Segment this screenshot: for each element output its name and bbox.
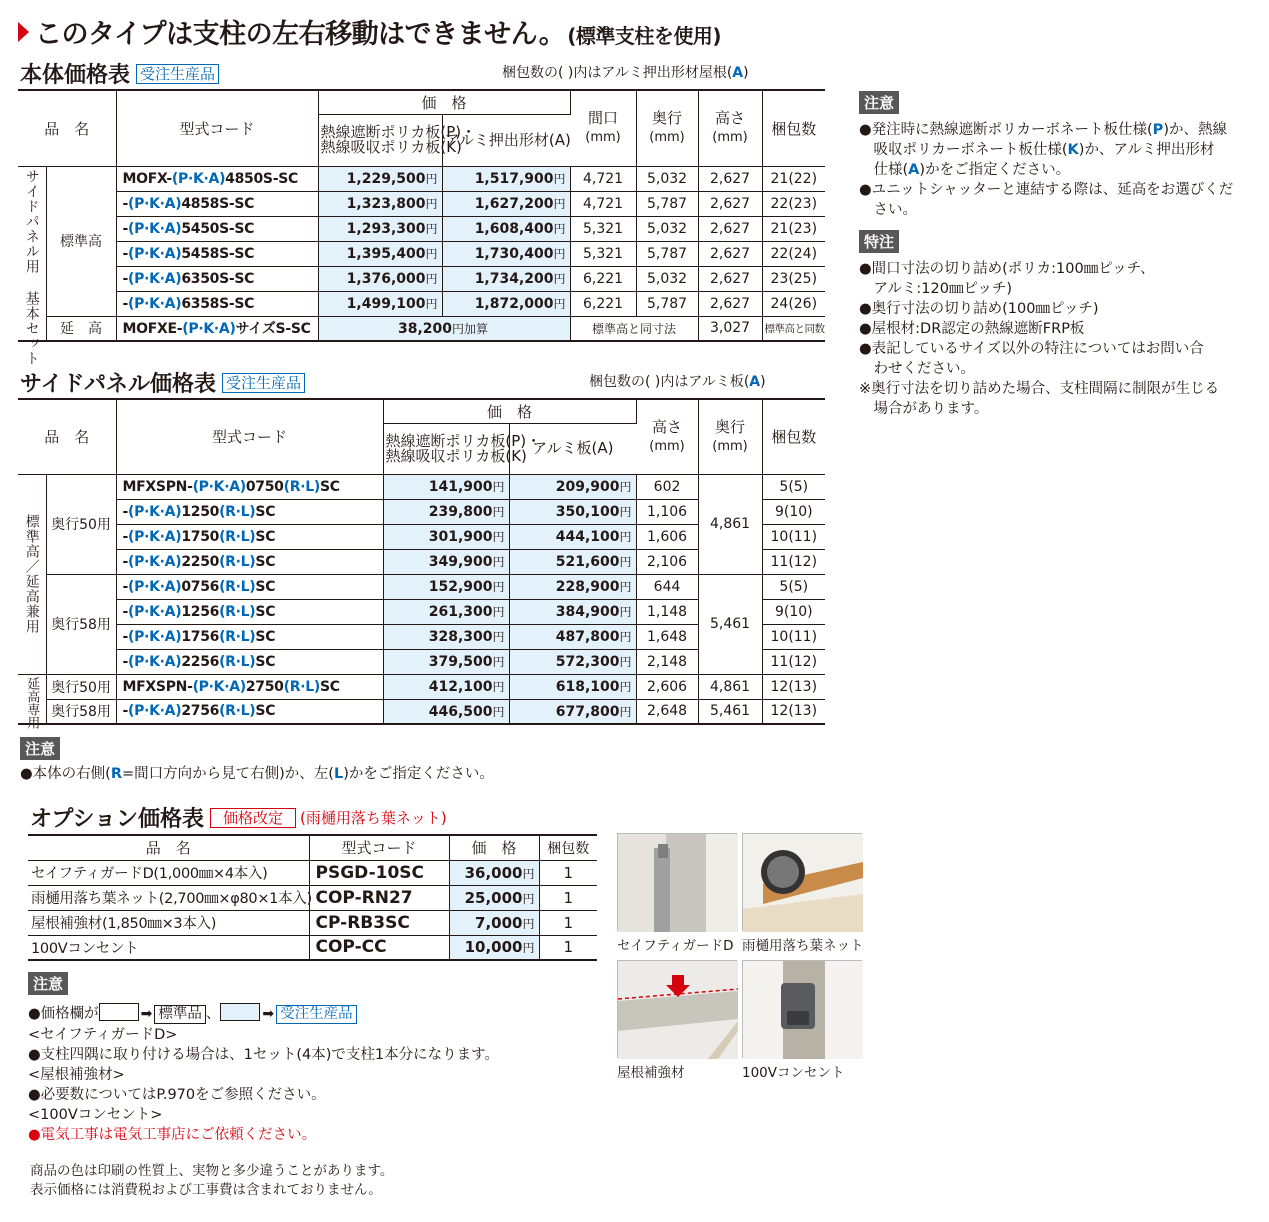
height-value: 2,627: [698, 291, 762, 316]
model-code: -(P·K·A)5458S-SC: [116, 241, 318, 266]
price-polycarbonate: 141,900円: [383, 474, 509, 499]
special-line: わせください。: [859, 361, 975, 377]
safety-guard-photo: [617, 833, 737, 931]
order-price-swatch: [220, 1003, 260, 1021]
option-row: [28, 860, 597, 885]
model-code: -(P·K·A)1250(R·L)SC: [116, 499, 383, 524]
special-order-heading: 特注: [859, 230, 899, 253]
extended-height-label: 延 高: [46, 316, 116, 341]
price-aluminum: 228,900円: [509, 574, 636, 599]
pack-value: 11(12): [762, 649, 825, 674]
price-aluminum: 444,100円: [509, 524, 636, 549]
page-headline: [18, 12, 721, 51]
price-polycarbonate: 301,900円: [383, 524, 509, 549]
table-row: [18, 674, 825, 699]
width-value: 4,721: [570, 191, 636, 216]
depth58-label: 奥行58用: [46, 574, 116, 674]
option-code: CP-RB3SC: [309, 910, 449, 935]
caution-line: ●発注時に熱線遮断ポリカーボネート板仕様(P)か、熱線: [859, 122, 1227, 138]
model-code: -(P·K·A)4858S-SC: [116, 191, 318, 216]
main-table-title-text: 本体価格表: [20, 63, 131, 88]
roof-reinforcement-caption: 屋根補強材: [617, 1065, 685, 1081]
side-panel-caution-text: ●本体の右側(R=間口方向から見て右側)か、左(L)かをご指定ください。: [20, 766, 494, 782]
table-row: [18, 699, 825, 724]
outlet-caption: 100Vコンセント: [742, 1065, 845, 1081]
model-code: -(P·K·A)1756(R·L)SC: [116, 624, 383, 649]
extended-price: 38,200円加算: [318, 316, 570, 341]
caution-line: ●ユニットシャッターと連結する際は、延高をお選びくだ: [859, 182, 1234, 198]
price-legend: ●価格欄が ➡ 標準品 、 ➡ 受注生産品: [28, 1003, 499, 1025]
roof-reinforcement-icon: [618, 961, 738, 1059]
table-row: [18, 291, 825, 316]
side-header-depth: 奥行 (mm): [698, 399, 762, 474]
depth-value: 5,787: [636, 191, 698, 216]
height-value: 602: [636, 474, 698, 499]
header-code: 型式コード: [116, 90, 318, 166]
side-panel-price-table: [18, 398, 825, 729]
side-header-price-pk: 熱線遮断ポリカ板(P)・ 熱線吸収ポリカ板(K): [383, 423, 509, 474]
price-polycarbonate: 1,395,400円: [318, 241, 442, 266]
price-polycarbonate: 446,500円: [383, 699, 509, 724]
pack-value: 23(25): [762, 266, 825, 291]
price-polycarbonate: 328,300円: [383, 624, 509, 649]
option-pack: 1: [539, 935, 597, 960]
option-note-line: ●支柱四隅に取り付ける場合は、1セット(4本)で支柱1本分になります。: [28, 1047, 499, 1063]
option-note-line: ●必要数についてはP.970をご参照ください。: [28, 1087, 326, 1103]
same-size-note: 標準高と同寸法: [570, 316, 698, 341]
special-line: 場合があります。: [859, 401, 989, 417]
option-price: 7,000円: [449, 910, 539, 935]
outlet-photo: [742, 960, 862, 1058]
opt-header-pack: 梱包数: [539, 835, 597, 860]
option-price: 10,000円: [449, 935, 539, 960]
option-pack: 1: [539, 910, 597, 935]
roof-reinforcement-photo: [617, 960, 737, 1058]
side-panel-caution: 注意 ●本体の右側(R=間口方向から見て右側)か、左(L)かをご指定ください。: [20, 737, 494, 784]
price-aluminum: 677,800円: [509, 699, 636, 724]
model-code: MFXSPN-(P·K·A)2750(R·L)SC: [116, 674, 383, 699]
depth-value: 4,861: [698, 674, 762, 699]
safety-guard-icon: [618, 834, 738, 932]
price-aluminum: 209,900円: [509, 474, 636, 499]
side-caution-block: [859, 91, 1233, 419]
option-price: 25,000円: [449, 885, 539, 910]
option-note-line: <100Vコンセント>: [28, 1107, 163, 1123]
height-value: 2,627: [698, 166, 762, 191]
model-code: -(P·K·A)6358S-SC: [116, 291, 318, 316]
depth58-label: 奥行58用: [46, 699, 116, 724]
footer-notes: 商品の色は印刷の性質上、実物と多少違うことがあります。 表示価格には消費税および工事費は含まれておりません。: [30, 1163, 394, 1198]
side-header-price: 価 格: [383, 399, 636, 423]
model-code: -(P·K·A)5450S-SC: [116, 216, 318, 241]
price-aluminum: 1,730,400円: [442, 241, 570, 266]
pack-value: 9(10): [762, 499, 825, 524]
group1-label: 標準高／延高兼用: [18, 474, 46, 674]
price-aluminum: 1,517,900円: [442, 166, 570, 191]
height-value: 2,606: [636, 674, 698, 699]
depth-value: 5,787: [636, 241, 698, 266]
model-code: MFXSPN-(P·K·A)0750(R·L)SC: [116, 474, 383, 499]
price-polycarbonate: 152,900円: [383, 574, 509, 599]
pack-value: 11(12): [762, 549, 825, 574]
pack-value: 12(13): [762, 699, 825, 724]
pack-value: 標準高と同数: [762, 316, 825, 341]
leaf-net-photo: [742, 833, 862, 931]
option-code: COP-RN27: [309, 885, 449, 910]
pack-value: 5(5): [762, 474, 825, 499]
headline-main: このタイプは支柱の左右移動はできません。: [35, 19, 566, 50]
price-polycarbonate: 1,376,000円: [318, 266, 442, 291]
option-name: 屋根補強材(1,850㎜×3本入): [28, 910, 309, 935]
option-note-line: <屋根補強材>: [28, 1067, 125, 1083]
option-pack: 1: [539, 860, 597, 885]
pack-value: 9(10): [762, 599, 825, 624]
height-value: 2,627: [698, 266, 762, 291]
option-row: [28, 885, 597, 910]
model-code: MOFXE-(P·K·A)サイズS-SC: [116, 316, 318, 341]
option-code: COP-CC: [309, 935, 449, 960]
caution-line: 吸収ポリカーボネート板仕様(K)か、アルミ押出形材: [859, 142, 1215, 158]
height-value: 1,106: [636, 499, 698, 524]
side-pack-note: 梱包数の( )内はアルミ板(A): [589, 374, 766, 390]
width-value: 6,221: [570, 266, 636, 291]
main-pack-note: 梱包数の( )内はアルミ押出形材屋根(A): [502, 65, 749, 81]
made-to-order-badge-2: 受注生産品: [222, 373, 305, 393]
price-aluminum: 1,872,000円: [442, 291, 570, 316]
price-revision-badge: 価格改定: [210, 808, 296, 828]
triangle-marker-icon: [18, 22, 29, 42]
side-header-height: 高さ (mm): [636, 399, 698, 474]
side-header-price-a: アルミ板(A): [509, 423, 636, 474]
special-line: ●屋根材:DR認定の熱線遮断FRP板: [859, 321, 1085, 337]
depth-value: 5,461: [698, 699, 762, 724]
price-aluminum: 350,100円: [509, 499, 636, 524]
outlet-icon: [743, 961, 863, 1059]
option-code: PSGD-10SC: [309, 860, 449, 885]
depth-value: 5,461: [698, 574, 762, 674]
caution-line: 仕様(A)かをご指定ください。: [859, 162, 1071, 178]
main-table-title: [20, 58, 219, 89]
pack-value: 22(24): [762, 241, 825, 266]
price-aluminum: 618,100円: [509, 674, 636, 699]
depth-value: 5,787: [636, 291, 698, 316]
model-code: -(P·K·A)0756(R·L)SC: [116, 574, 383, 599]
price-aluminum: 521,600円: [509, 549, 636, 574]
depth-value: 5,032: [636, 266, 698, 291]
model-code: -(P·K·A)2250(R·L)SC: [116, 549, 383, 574]
depth-value: 5,032: [636, 166, 698, 191]
price-aluminum: 1,627,200円: [442, 191, 570, 216]
opt-header-price: 価 格: [449, 835, 539, 860]
table-row: [18, 216, 825, 241]
special-line: ●間口寸法の切り詰め(ポリカ:100㎜ピッチ、: [859, 261, 1155, 277]
standard-price-swatch: [99, 1003, 139, 1021]
header-depth: 奥行 (mm): [636, 90, 698, 166]
special-line: ※奥行寸法を切り詰めた場合、支柱間隔に制限が生じる: [859, 381, 1220, 397]
option-name: 100Vコンセント: [28, 935, 309, 960]
option-notes: 注意 ●価格欄が ➡ 標準品 、 ➡ 受注生産品 <セイフティガードD> ●支柱四隅に取り付ける場合は、1セット(4本)で支柱1本分になります。 <屋根補強材> ●必要数についてはP.970をご参照ください。 <100Vコンセント> ●電気工事は電気工事店にご依頼ください。: [28, 972, 499, 1145]
price-aluminum: 1,734,200円: [442, 266, 570, 291]
price-aluminum: 487,800円: [509, 624, 636, 649]
option-price: 36,000円: [449, 860, 539, 885]
special-line: アルミ:120㎜ピッチ): [859, 281, 1013, 297]
option-note-line: <セイフティガードD>: [28, 1027, 178, 1043]
option-row: [28, 935, 597, 960]
height-value: 1,648: [636, 624, 698, 649]
table-row: [18, 191, 825, 216]
pack-value: 5(5): [762, 574, 825, 599]
depth-value: 5,032: [636, 216, 698, 241]
model-code: -(P·K·A)1256(R·L)SC: [116, 599, 383, 624]
depth50-label: 奥行50用: [46, 474, 116, 574]
main-price-table: [18, 89, 825, 366]
special-line: ●奥行寸法の切り詰め(100㎜ピッチ): [859, 301, 1099, 317]
pack-value: 10(11): [762, 624, 825, 649]
height-value: 1,606: [636, 524, 698, 549]
depth-value: 4,861: [698, 474, 762, 574]
option-pack: 1: [539, 885, 597, 910]
width-value: 6,221: [570, 291, 636, 316]
header-height: 高さ (mm): [698, 90, 762, 166]
width-value: 4,721: [570, 166, 636, 191]
option-name: セイフティガードD(1,000㎜×4本入): [28, 860, 309, 885]
price-polycarbonate: 379,500円: [383, 649, 509, 674]
pack-value: 21(23): [762, 216, 825, 241]
header-price-a: アルミ押出形材(A): [442, 114, 570, 166]
header-width: 間口 (mm): [570, 90, 636, 166]
price-polycarbonate: 412,100円: [383, 674, 509, 699]
model-code: MOFX-(P·K·A)4850S-SC: [116, 166, 318, 191]
group-label: サイドパネル用 基本セット: [18, 166, 46, 341]
height-value: 2,627: [698, 241, 762, 266]
pack-value: 10(11): [762, 524, 825, 549]
price-aluminum: 384,900円: [509, 599, 636, 624]
made-to-order-badge: 受注生産品: [136, 64, 219, 84]
header-pack: 梱包数: [762, 90, 825, 166]
electrical-work-warning: ●電気工事は電気工事店にご依頼ください。: [28, 1127, 317, 1143]
caution-line: さい。: [859, 202, 917, 218]
table-row: [18, 474, 825, 499]
caution-heading: 注意: [859, 91, 899, 114]
height-value: 2,148: [636, 649, 698, 674]
pack-value: 21(22): [762, 166, 825, 191]
table-row: [18, 574, 825, 599]
header-price: 価 格: [318, 90, 570, 114]
opt-header-code: 型式コード: [309, 835, 449, 860]
height-value: 2,648: [636, 699, 698, 724]
option-name: 雨樋用落ち葉ネット(2,700㎜×φ80×1本入): [28, 885, 309, 910]
leaf-net-caption: 雨樋用落ち葉ネット: [742, 938, 864, 954]
safety-guard-caption: セイフティガードD: [617, 938, 734, 954]
height-value: 2,106: [636, 549, 698, 574]
model-code: -(P·K·A)2756(R·L)SC: [116, 699, 383, 724]
side-header-name: 品 名: [18, 399, 116, 474]
pack-value: 22(23): [762, 191, 825, 216]
price-polycarbonate: 1,499,100円: [318, 291, 442, 316]
table-row: [18, 166, 825, 191]
model-code: -(P·K·A)2256(R·L)SC: [116, 649, 383, 674]
pack-value: 12(13): [762, 674, 825, 699]
option-table-title: オプション価格表 価格改定 (雨樋用落ち葉ネット): [30, 807, 447, 832]
height-value: 2,627: [698, 216, 762, 241]
header-name: 品 名: [18, 90, 116, 166]
price-aluminum: 572,300円: [509, 649, 636, 674]
model-code: -(P·K·A)1750(R·L)SC: [116, 524, 383, 549]
height-value: 1,148: [636, 599, 698, 624]
table-row: [18, 266, 825, 291]
standard-height-label: 標準高: [46, 166, 116, 316]
option-price-table: [28, 834, 597, 961]
width-value: 5,321: [570, 216, 636, 241]
header-price-pk: 熱線遮断ポリカ板(P)・ 熱線吸収ポリカ板(K): [318, 114, 442, 166]
price-polycarbonate: 1,323,800円: [318, 191, 442, 216]
price-polycarbonate: 349,900円: [383, 549, 509, 574]
height-value: 2,627: [698, 191, 762, 216]
price-polycarbonate: 261,300円: [383, 599, 509, 624]
option-row: [28, 910, 597, 935]
side-header-code: 型式コード: [116, 399, 383, 474]
leaf-net-icon: [743, 834, 863, 932]
price-polycarbonate: 1,229,500円: [318, 166, 442, 191]
price-polycarbonate: 1,293,300円: [318, 216, 442, 241]
table-row-extended: [18, 316, 825, 341]
depth50-label: 奥行50用: [46, 674, 116, 699]
price-polycarbonate: 239,800円: [383, 499, 509, 524]
side-header-pack: 梱包数: [762, 399, 825, 474]
group2-label: 延高専用: [18, 674, 46, 724]
price-aluminum: 1,608,400円: [442, 216, 570, 241]
opt-header-name: 品 名: [28, 835, 309, 860]
height-value: 3,027: [698, 316, 762, 341]
model-code: -(P·K·A)6350S-SC: [116, 266, 318, 291]
side-table-title: サイドパネル価格表 受注生産品: [20, 367, 305, 398]
height-value: 644: [636, 574, 698, 599]
headline-sub: (標準支柱を使用): [567, 24, 722, 48]
width-value: 5,321: [570, 241, 636, 266]
special-line: ●表記しているサイズ以外の特注についてはお問い合: [859, 341, 1204, 357]
table-row: [18, 241, 825, 266]
pack-value: 24(26): [762, 291, 825, 316]
